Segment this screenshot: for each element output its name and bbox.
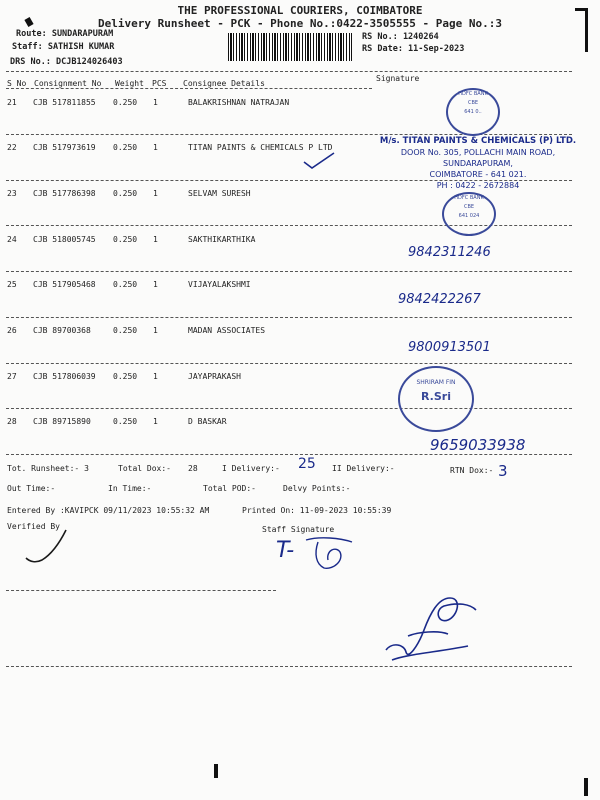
row-consignment: CJB 89700368 <box>33 326 91 335</box>
row-weight: 0.250 <box>113 143 138 152</box>
bank-stamp: HDFC BANK CBE 641 024 <box>442 192 496 236</box>
report-subtitle: Delivery Runsheet - PCK - Phone No.:0422-3505555 - Page No.:3 <box>98 17 502 30</box>
row-consignee: D BASKAR <box>188 417 227 426</box>
handwritten-signature: 9659033938 <box>430 436 526 454</box>
company-stamp: SHRIRAM FIN R.Sri <box>398 366 474 432</box>
row-weight: 0.250 <box>113 372 138 381</box>
row-consignee: JAYAPRAKASH <box>188 372 241 381</box>
out-time: Out Time:- <box>7 484 56 493</box>
row-pcs: 1 <box>153 189 158 198</box>
row-divider <box>6 408 572 409</box>
row-sno: 23 <box>7 189 17 198</box>
header-divider-top <box>6 71 572 72</box>
header-divider <box>6 88 372 89</box>
col-weight: Weight <box>115 79 144 88</box>
row-weight: 0.250 <box>113 326 138 335</box>
row-consignee: SELVAM SURESH <box>188 189 251 198</box>
row-pcs: 1 <box>153 417 158 426</box>
rs-date: RS Date: 11-Sep-2023 <box>362 44 465 54</box>
staff-signature-label: Staff Signature <box>262 525 335 534</box>
total-runsheet: Tot. Runsheet:- 3 <box>7 464 89 473</box>
section-divider <box>6 666 572 667</box>
in-time: In Time:- <box>108 484 152 493</box>
section-divider <box>6 590 276 591</box>
col-signature: Signature <box>376 74 420 83</box>
staff-signature <box>300 534 360 574</box>
total-pod: Total POD:- <box>203 484 256 493</box>
row-divider <box>6 271 572 272</box>
row-divider <box>6 317 572 318</box>
row-consignment: CJB 517973619 <box>33 143 96 152</box>
row-pcs: 1 <box>153 235 158 244</box>
staff-signature: T- <box>276 538 295 563</box>
recipient-signature <box>378 590 488 670</box>
handwritten-signature: 9842422267 <box>398 292 481 307</box>
report-title: THE PROFESSIONAL COURIERS, COIMBATORE <box>177 4 423 17</box>
drs-number: DRS No.: DCJB124026403 <box>10 57 123 67</box>
row-sno: 26 <box>7 326 17 335</box>
row-consignment: CJB 518005745 <box>33 235 96 244</box>
row-consignment: CJB 517786398 <box>33 189 96 198</box>
rtn-dox-label: RTN Dox:- <box>450 466 494 475</box>
barcode <box>228 33 352 61</box>
total-dox-label: Total Dox:- <box>118 464 171 473</box>
row-weight: 0.250 <box>113 280 138 289</box>
col-consignee: Consignee Details <box>183 79 265 88</box>
row-sno: 24 <box>7 235 17 244</box>
col-pcs: PCS <box>152 79 167 88</box>
row-divider <box>6 134 572 135</box>
col-sno: S No <box>7 79 27 88</box>
row-weight: 0.250 <box>113 189 138 198</box>
row-divider <box>6 454 572 455</box>
total-dox-value: 28 <box>188 464 198 473</box>
row-consignee: VIJAYALAKSHMI <box>188 280 251 289</box>
handwritten-signature: 9800913501 <box>408 340 491 355</box>
row-consignee: BALAKRISHNAN NATRAJAN <box>188 98 290 107</box>
row-pcs: 1 <box>153 143 158 152</box>
col-consignment: Consignment No <box>34 79 102 88</box>
scan-mark <box>584 778 588 796</box>
first-delivery-label: I Delivery:- <box>222 464 280 473</box>
handwritten-signature: 9842311246 <box>408 245 491 260</box>
verifier-signature <box>22 528 72 568</box>
verified-by: Verified By <box>7 522 60 531</box>
rtn-dox-value: 3 <box>498 462 508 480</box>
row-consignment: CJB 517806039 <box>33 372 96 381</box>
row-sno: 25 <box>7 280 17 289</box>
row-pcs: 1 <box>153 326 158 335</box>
scan-mark <box>214 764 218 778</box>
second-delivery-label: II Delivery:- <box>332 464 395 473</box>
row-consignment: CJB 517811855 <box>33 98 96 107</box>
crop-mark <box>575 8 587 11</box>
row-consignment: CJB 517905468 <box>33 280 96 289</box>
crop-mark <box>585 8 588 52</box>
bank-stamp: HDFC BANK CBE 641 0.. <box>446 88 500 136</box>
row-divider <box>6 363 572 364</box>
row-sno: 27 <box>7 372 17 381</box>
first-delivery-value: 25 <box>298 456 316 472</box>
row-pcs: 1 <box>153 372 158 381</box>
row-sno: 22 <box>7 143 17 152</box>
row-weight: 0.250 <box>113 98 138 107</box>
route-label: Route: SUNDARAPURAM <box>16 29 114 39</box>
row-weight: 0.250 <box>113 235 138 244</box>
row-weight: 0.250 <box>113 417 138 426</box>
row-consignee: SAKTHIKARTHIKA <box>188 235 256 244</box>
check-mark-icon <box>302 150 336 172</box>
row-consignment: CJB 89715890 <box>33 417 91 426</box>
row-sno: 21 <box>7 98 17 107</box>
delivery-points: Delvy Points:- <box>283 484 351 493</box>
company-stamp: M/s. TITAN PAINTS & CHEMICALS (P) LTD. DOOR No. 305, POLLACHI MAIN ROAD, SUNDARAPURAM, COIMBATORE - 641 021. PH : 0422 - 2672884 <box>379 136 577 190</box>
row-consignee: TITAN PAINTS & CHEMICALS P LTD <box>188 143 333 152</box>
printed-on: Printed On: 11-09-2023 10:55:39 <box>242 506 392 515</box>
row-pcs: 1 <box>153 280 158 289</box>
entered-by: Entered By :KAVIPCK 09/11/2023 10:55:32 AM <box>7 506 210 515</box>
row-consignee: MADAN ASSOCIATES <box>188 326 266 335</box>
row-pcs: 1 <box>153 98 158 107</box>
row-sno: 28 <box>7 417 17 426</box>
staff-label: Staff: SATHISH KUMAR <box>12 42 115 52</box>
rs-number: RS No.: 1240264 <box>362 32 439 42</box>
